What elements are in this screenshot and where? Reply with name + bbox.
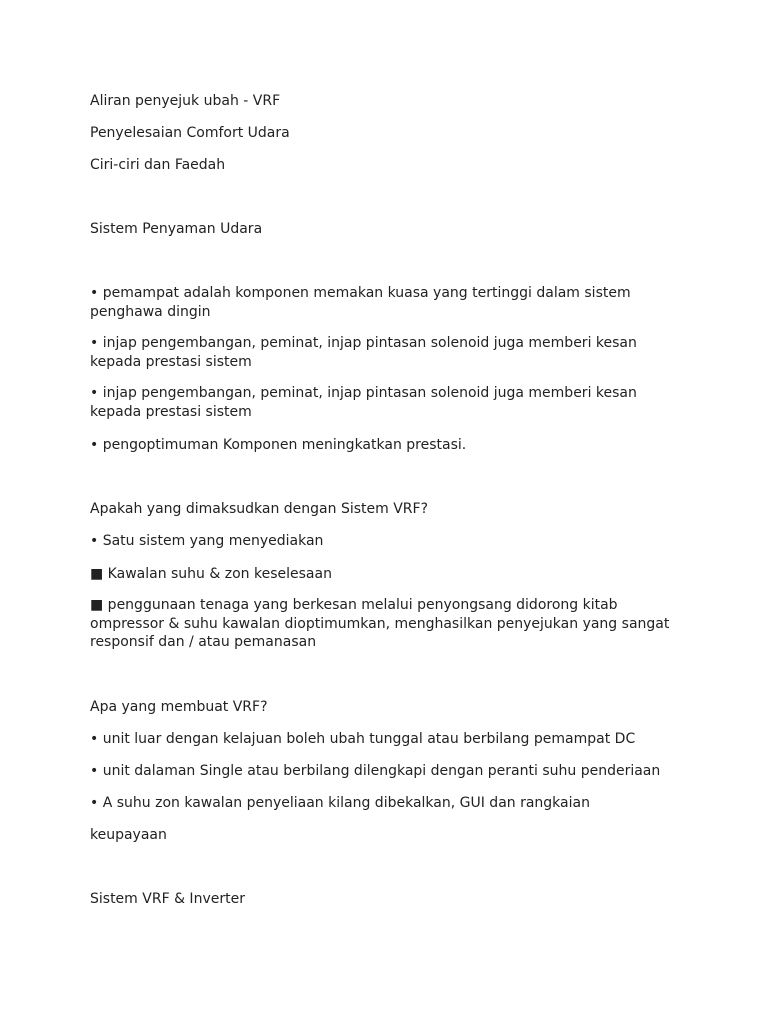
document-title: Aliran penyejuk ubah - VRF [90, 93, 281, 109]
item-capability: keupayaan [90, 827, 167, 843]
item-indoor-unit: • unit dalaman Single atau berbilang dilengkapi dengan peranti suhu penderiaan [90, 763, 661, 779]
item-temperature-control: ■ Kawalan suhu & zon keselesaan [90, 566, 332, 582]
bullet-expansion-valve-1: • injap pengembangan, peminat, injap pintasan solenoid juga memberi kesan kepada prestasi sistem [90, 335, 637, 370]
section-heading-what-is-vrf: Apakah yang dimaksudkan dengan Sistem VRF? [90, 501, 429, 517]
bullet-optimization: • pengoptimuman Komponen meningkatkan prestasi. [90, 437, 467, 453]
features-line: Ciri-ciri dan Faedah [90, 157, 226, 173]
section-heading-what-makes-vrf: Apa yang membuat VRF? [90, 699, 268, 715]
item-zone-control: • A suhu zon kawalan penyeliaan kilang dibekalkan, GUI dan rangkaian [90, 795, 590, 811]
item-energy-usage: ■ penggunaan tenaga yang berkesan melalui penyongsang didorong kitab ompressor & suhu kawalan dioptimumkan, menghasilkan penyejukan yang sangat responsif dan / atau pemanasan [90, 597, 670, 650]
section-heading-vrf-inverter: Sistem VRF & Inverter [90, 891, 245, 907]
item-system-provides: • Satu sistem yang menyediakan [90, 533, 324, 549]
bullet-compressor: • pemampat adalah komponen memakan kuasa yang tertinggi dalam sistem penghawa dingin [90, 285, 631, 320]
document-subtitle: Penyelesaian Comfort Udara [90, 125, 290, 141]
section-heading-air-conditioning: Sistem Penyaman Udara [90, 221, 263, 237]
bullet-expansion-valve-2: • injap pengembangan, peminat, injap pintasan solenoid juga memberi kesan kepada prestasi sistem [90, 385, 637, 420]
item-outdoor-unit: • unit luar dengan kelajuan boleh ubah tunggal atau berbilang pemampat DC [90, 731, 636, 747]
